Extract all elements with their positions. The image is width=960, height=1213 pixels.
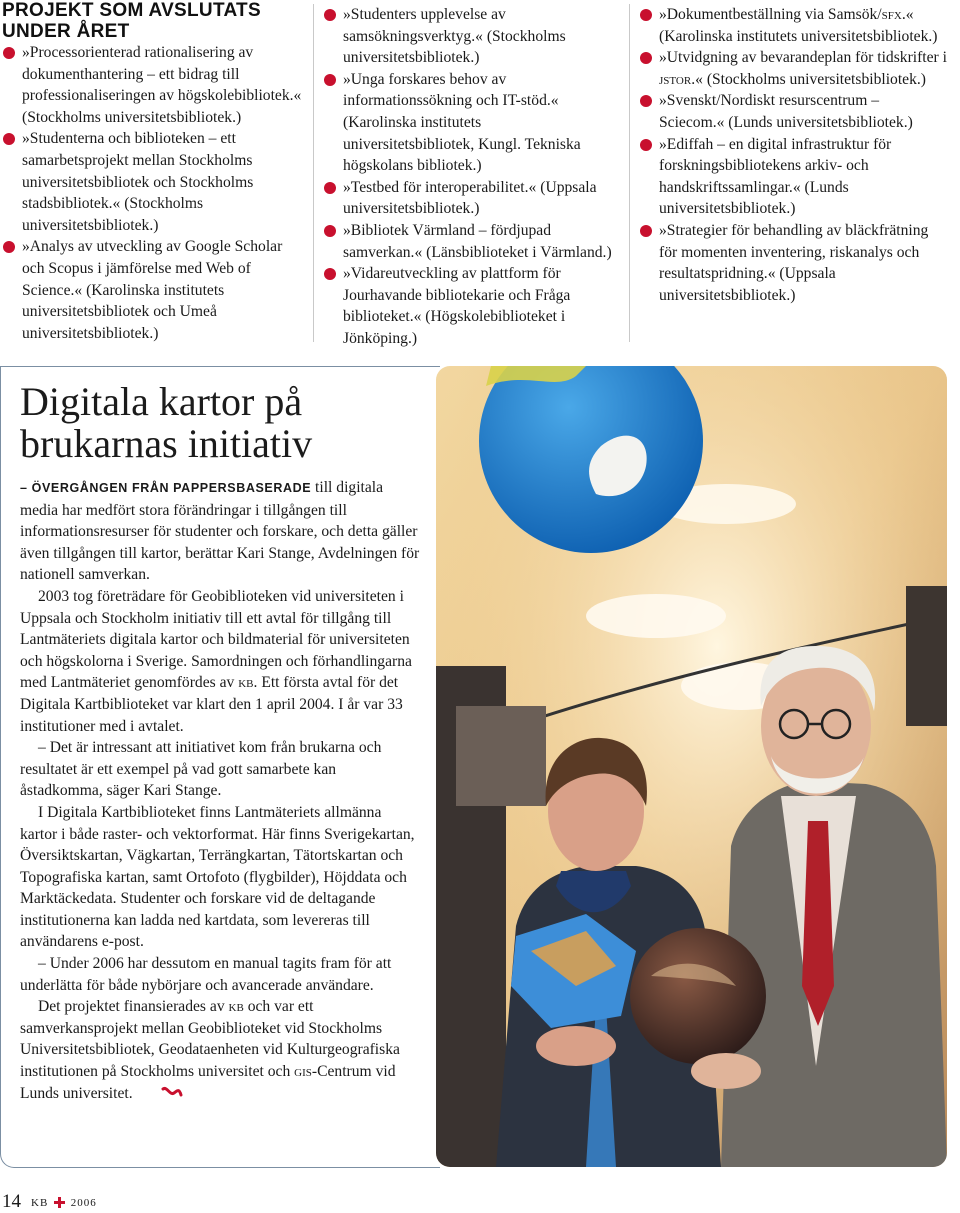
project-title: »Strategier för behandling av bläckfrätning för momenten inventering, riskanalys och resultatspridning.« (659, 221, 929, 283)
end-mark-icon (143, 1083, 183, 1105)
red-bullet-icon (3, 241, 15, 253)
project-org: (Stockholms universitetsbibliotek.) (343, 27, 566, 67)
red-bullet-icon (324, 9, 336, 21)
project-title: »Svenskt/Nordiskt resurscentrum – Sciecom.« (659, 92, 880, 131)
red-bullet-icon (324, 268, 336, 280)
project-title: »Ediffah – en digital infrastruktur för forskningsbibliotekens arkiv- och handskriftssamlingar.« (659, 135, 892, 196)
page-number: 14 (2, 1191, 21, 1212)
list-item (323, 220, 616, 263)
project-column-2 (320, 0, 626, 345)
antique-globe (630, 928, 766, 1064)
project-title: »Utvidgning av bevarandeplan för tidskrifter i jstor.« (659, 49, 947, 88)
project-title: »Processorienterad rationalisering av dokumenthantering – ett bidrag till professionaliseringen av högskolebibliotek.« (22, 44, 302, 105)
project-org: (Länsbiblioteket i Värmland.) (426, 243, 612, 261)
red-bullet-icon (640, 95, 652, 107)
project-column-1 (0, 0, 310, 345)
publication-year: 2006 (70, 1197, 97, 1209)
red-bullet-icon (640, 9, 652, 21)
column-divider (629, 4, 630, 342)
project-org: (Stockholms universitetsbibliotek.) (706, 70, 926, 88)
project-org: (Stockholms universitetsbibliotek.) (22, 108, 242, 126)
project-org: (Högskolebiblioteket i Jönköping.) (343, 308, 566, 347)
publication-mark (31, 1196, 97, 1212)
red-bullet-icon (640, 139, 652, 151)
article-headline: Digitala kartor på brukarnas initiativ (20, 379, 313, 466)
list-item (2, 42, 302, 128)
red-bullet-icon (324, 225, 336, 237)
project-title: »Testbed för interoperabilitet.« (343, 178, 537, 196)
red-bullet-icon (640, 225, 652, 237)
hands (536, 1026, 616, 1066)
project-org: (Karolinska institutets universitetsbibliotek.) (659, 27, 938, 45)
hands (691, 1053, 761, 1089)
red-bullet-icon (3, 133, 15, 145)
lead-in: – ÖVERGÅNGEN FRÅN PAPPERSBASERADE (20, 481, 312, 495)
red-cross-icon (54, 1197, 65, 1212)
project-title: »Studenters upplevelse av samsökningsverktyg.« (343, 6, 506, 45)
publisher-name: KB (31, 1197, 49, 1209)
project-title: »Vidareutveckling av plattform för Jourhavande bibliotekarie och Fråga biblioteket.« (343, 265, 571, 326)
project-org: (Stockholms universitetsbibliotek.) (22, 195, 204, 234)
column-divider (313, 4, 314, 342)
project-title: »Unga forskares behov av informationssökning och IT-stöd.« (343, 70, 559, 110)
list-item (2, 236, 302, 344)
project-title: »Bibliotek Värmland – fördjupad samverkan.« (343, 221, 552, 261)
article-photo (436, 366, 947, 1167)
project-org: (Lunds universitetsbibliotek.) (728, 113, 913, 131)
project-list-1 (2, 42, 302, 344)
article-paragraph: – Det är intressant att initiativet kom från brukarna och resultatet är ett exempel på vad gott samarbete kan åstadkomma, säger Kari Stange. (20, 739, 382, 800)
photo-illustration (436, 366, 947, 1167)
red-bullet-icon (640, 52, 652, 64)
list-item (639, 4, 948, 47)
project-org: (Karolinska institutets universitetsbibliotek och Umeå universitetsbibliotek.) (22, 281, 225, 342)
project-org: (Karolinska institutets universitetsbibliotek, Kungl. Tekniska högskolans bibliotek.) (343, 113, 581, 175)
project-list-2 (323, 4, 616, 350)
project-title: »Analys av utveckling av Google Scholar och Scopus i jämförelse med Web of Science.« (22, 238, 283, 299)
list-item (323, 177, 616, 220)
red-bullet-icon (3, 47, 15, 59)
project-title: »Studenterna och biblioteken – ett samarbetsprojekt mellan Stockholms universitetsbibliotek och Stockholms stadsbibliotek.« (22, 130, 254, 213)
list-item (323, 4, 616, 69)
project-list-3 (639, 4, 948, 306)
red-bullet-icon (324, 74, 336, 86)
list-item (639, 47, 948, 90)
section-title: PROJEKT SOM AVSLUTATS UNDER ÅRET (2, 0, 261, 42)
project-org: (Uppsala universitetsbibliotek.) (659, 265, 836, 304)
project-title: »Dokumentbeställning via Samsök/sfx.« (659, 6, 914, 23)
background-machine (456, 706, 546, 806)
background-column (906, 586, 947, 726)
project-column-3 (636, 0, 956, 345)
list-item (639, 90, 948, 133)
red-bullet-icon (324, 182, 336, 194)
article-body (20, 477, 420, 1105)
list-item (639, 134, 948, 220)
article-paragraph: 2003 tog företrädare för Geobiblioteken vid universiteten i Uppsala och Stockholm initiativ till ett avtal för tillgång till Lantmäteriets digitala kartor och bildmaterial för universiteten och högskolorna i Sverige. Samordningen och förhandlingarna med Lantmäteriet genomfördes av kb. Ett första avtal för det Digitala Kartbiblioteket var klart den 1 april 2004. I år var 33 institutioner med i avtalet. (20, 587, 412, 735)
project-org: (Uppsala universitetsbibliotek.) (343, 178, 597, 218)
article-paragraph: – ÖVERGÅNGEN FRÅN PAPPERSBASERADE till digitala media har medfört stora förändringar i tillgången till informationsresurser för studenter och forskare, och detta gäller även tillgången till kartor, berättar Kari Stange, Avdelningen för nationell samverkan. (20, 479, 420, 584)
project-org: (Lunds universitetsbibliotek.) (659, 178, 849, 218)
ceiling-light (586, 594, 726, 638)
list-item (323, 263, 616, 349)
list-item (323, 69, 616, 177)
article-box (0, 366, 440, 1168)
page-footer (2, 1188, 97, 1212)
list-item (2, 128, 302, 236)
article-paragraph: I Digitala Kartbiblioteket finns Lantmäteriets allmänna kartor i både raster- och vektorformat. Här finns Sverigekartan, Översiktskartan, Vägkartan, Terrängkartan, Tätortskartan och Topografiska kartan, samt Ortofoto (flygbilder), Höjddata och Marktäckedata. Studenter och forskare vid de deltagande institutionerna kan ladda ned kartdata, som levereras till användarens e-post. (20, 803, 415, 951)
article-paragraph: – Under 2006 har dessutom en manual tagits fram för att underlätta för både nybörjare och avancerade användare. (20, 955, 392, 994)
article-paragraph: Det projektet finansierades av kb och var ett samverkansprojekt mellan Geobiblioteket vid Stockholms Universitetsbibliotek, Geodataenheten vid Kulturgeografiska institutionen på Stockholms universitet och gis-Centrum vid Lunds universitet. (20, 996, 420, 1105)
list-item (639, 220, 948, 306)
